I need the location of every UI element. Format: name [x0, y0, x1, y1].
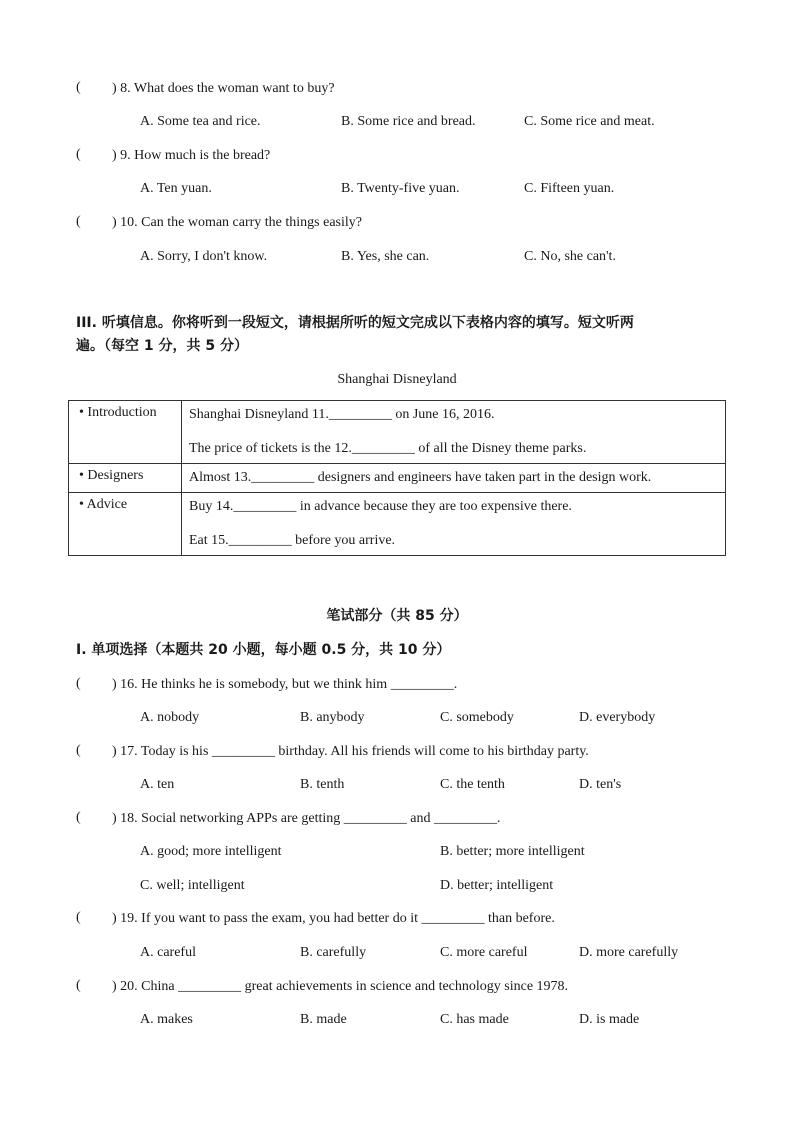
option-d: D. ten's — [579, 777, 622, 792]
option-b: B. made — [300, 1012, 347, 1027]
option-d: D. everybody — [579, 710, 656, 725]
table-row — [69, 464, 726, 493]
question-stem: ) 9. How much is the bread? — [112, 148, 271, 163]
option-c: C. Fifteen yuan. — [524, 181, 615, 196]
option-c: C. somebody — [440, 710, 514, 725]
section-3-heading: III. 听填信息。你将听到一段短文，请根据所听的短文完成以下表格内容的填写。短文听两 — [76, 315, 634, 331]
row-text: Buy 14._________ in advance because they are too expensive there. — [189, 499, 572, 514]
answer-paren-open: ( — [76, 676, 81, 691]
option-b: B. tenth — [300, 777, 345, 792]
option-c: C. more careful — [440, 945, 528, 960]
row-text: Almost 13._________ designers and engineers have taken part in the design work. — [189, 470, 652, 485]
section-1-heading: I. 单项选择（本题共 20 小题，每小题 0.5 分，共 10 分） — [76, 642, 451, 658]
answer-paren-open: ( — [76, 910, 81, 925]
answer-paren-open: ( — [76, 810, 81, 825]
row-content — [182, 493, 726, 556]
option-c: C. well; intelligent — [140, 878, 245, 893]
row-label: • Advice — [69, 493, 182, 556]
question-stem: ) 20. China _________ great achievements in science and technology since 1978. — [112, 979, 569, 994]
row-label: • Designers — [69, 464, 182, 493]
option-d: D. more carefully — [579, 945, 679, 960]
row-text: The price of tickets is the 12._________ of all the Disney theme parks. — [189, 441, 587, 456]
option-d: D. better; intelligent — [440, 878, 554, 893]
row-label: • Introduction — [69, 401, 182, 464]
option-b: B. anybody — [300, 710, 365, 725]
option-a: A. nobody — [140, 710, 200, 725]
answer-paren-open: ( — [76, 147, 81, 162]
option-a: A. Some tea and rice. — [140, 114, 261, 129]
option-b: B. Twenty-five yuan. — [341, 181, 460, 196]
written-part-title: 笔试部分（共 85 分） — [326, 608, 468, 624]
option-b: B. Some rice and bread. — [341, 114, 476, 129]
option-c: C. the tenth — [440, 777, 505, 792]
row-text: Eat 15._________ before you arrive. — [189, 533, 396, 548]
option-c: C. No, she can't. — [524, 249, 616, 264]
table-row — [69, 401, 726, 464]
answer-paren-open: ( — [76, 80, 81, 95]
info-table — [68, 400, 726, 556]
option-a: A. Ten yuan. — [140, 181, 212, 196]
option-b: B. better; more intelligent — [440, 844, 585, 859]
option-a: A. good; more intelligent — [140, 844, 282, 859]
table-title: Shanghai Disneyland — [337, 372, 457, 387]
option-b: B. Yes, she can. — [341, 249, 430, 264]
section-3-heading-cont: 遍。（每空 1 分，共 5 分） — [76, 338, 248, 354]
question-stem: ) 10. Can the woman carry the things easily? — [112, 215, 362, 230]
question-stem: ) 16. He thinks he is somebody, but we think him _________. — [112, 677, 458, 692]
option-b: B. carefully — [300, 945, 367, 960]
row-text: Shanghai Disneyland 11._________ on June 16, 2016. — [189, 407, 495, 422]
question-stem: ) 18. Social networking APPs are getting _________ and _________. — [112, 811, 501, 826]
question-stem: ) 17. Today is his _________ birthday. All his friends will come to his birthday party. — [112, 744, 589, 759]
row-content — [182, 401, 726, 464]
answer-paren-open: ( — [76, 214, 81, 229]
row-content — [182, 464, 726, 493]
option-c: C. Some rice and meat. — [524, 114, 655, 129]
option-c: C. has made — [440, 1012, 509, 1027]
option-a: A. makes — [140, 1012, 193, 1027]
option-a: A. Sorry, I don't know. — [140, 249, 268, 264]
answer-paren-open: ( — [76, 743, 81, 758]
option-d: D. is made — [579, 1012, 640, 1027]
answer-paren-open: ( — [76, 978, 81, 993]
option-a: A. careful — [140, 945, 196, 960]
question-stem: ) 8. What does the woman want to buy? — [112, 81, 335, 96]
question-stem: ) 19. If you want to pass the exam, you had better do it _________ than before. — [112, 911, 555, 926]
table-row — [69, 493, 726, 556]
option-a: A. ten — [140, 777, 175, 792]
